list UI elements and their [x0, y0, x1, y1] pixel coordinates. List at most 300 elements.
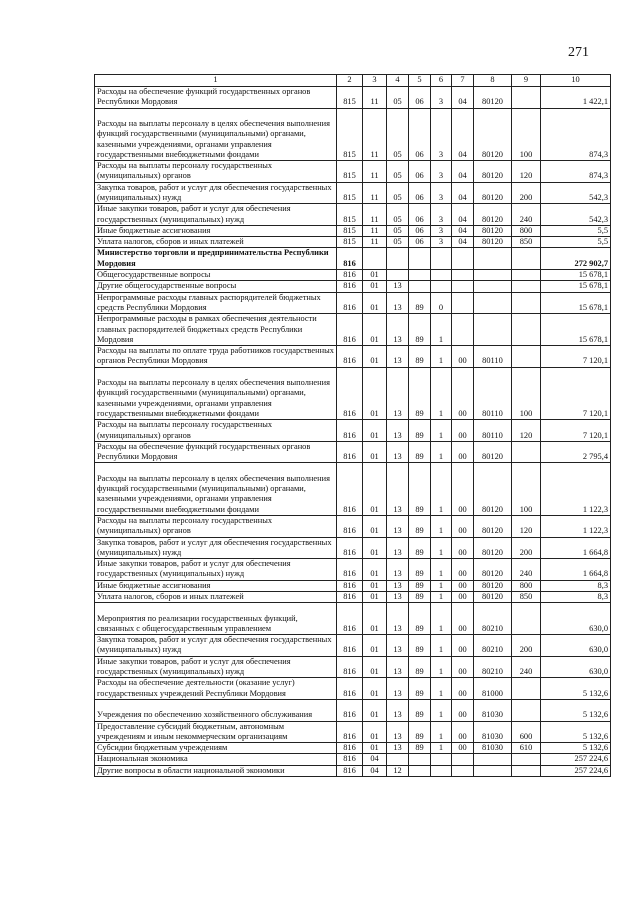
program-cell: 89	[409, 635, 431, 657]
direction-cell: 80110	[474, 346, 512, 368]
section-cell: 01	[363, 515, 387, 537]
table-row	[95, 515, 611, 537]
measure-cell: 00	[452, 699, 474, 721]
direction-cell: 80120	[474, 592, 512, 603]
table-row	[95, 237, 611, 248]
direction-cell: 80110	[474, 367, 512, 420]
amount-cell: 630,0	[541, 635, 611, 657]
program-cell: 89	[409, 314, 431, 346]
measure-cell	[452, 314, 474, 346]
column-header: 7	[452, 75, 474, 87]
ministry-code-cell: 816	[337, 765, 363, 776]
expense-type-cell: 100	[512, 463, 541, 516]
direction-cell	[474, 292, 512, 314]
measure-cell: 00	[452, 463, 474, 516]
measure-cell: 00	[452, 441, 474, 463]
ministry-code-cell: 816	[337, 678, 363, 700]
program-cell: 89	[409, 592, 431, 603]
ministry-code-cell: 816	[337, 721, 363, 743]
direction-cell: 81030	[474, 699, 512, 721]
measure-cell: 00	[452, 346, 474, 368]
row-name-cell: Закупка товаров, работ и услуг для обеспечения государственных (муниципальных) нужд	[95, 635, 337, 657]
table-row	[95, 765, 611, 776]
expense-type-cell	[512, 754, 541, 765]
amount-cell: 272 902,7	[541, 248, 611, 270]
measure-cell	[452, 281, 474, 292]
direction-cell: 80120	[474, 515, 512, 537]
ministry-code-cell: 816	[337, 463, 363, 516]
direction-cell: 81030	[474, 721, 512, 743]
ministry-code-cell: 816	[337, 559, 363, 581]
program-cell: 89	[409, 603, 431, 635]
row-name-cell: Расходы на выплаты персоналу в целях обеспечения выполнения функций государственными (муниципальными) органами, казенными учреждениями, органами управления государственными внебюджетными фондами	[95, 367, 337, 420]
expense-type-cell	[512, 699, 541, 721]
table-row	[95, 248, 611, 270]
budget-table	[94, 74, 611, 777]
amount-cell: 7 120,1	[541, 367, 611, 420]
amount-cell: 257 224,6	[541, 765, 611, 776]
subsection-cell: 13	[387, 420, 409, 442]
expense-type-cell: 200	[512, 537, 541, 559]
program-cell: 06	[409, 204, 431, 226]
section-cell: 01	[363, 314, 387, 346]
direction-cell	[474, 314, 512, 346]
subsection-cell: 13	[387, 699, 409, 721]
row-name-cell: Закупка товаров, работ и услуг для обеспечения государственных (муниципальных) нужд	[95, 537, 337, 559]
table-row	[95, 108, 611, 161]
table-row	[95, 463, 611, 516]
table-row	[95, 270, 611, 281]
amount-cell: 15 678,1	[541, 281, 611, 292]
program-cell: 06	[409, 182, 431, 204]
expense-type-cell: 240	[512, 559, 541, 581]
subsection-cell	[387, 754, 409, 765]
subsection-cell: 05	[387, 108, 409, 161]
section-cell: 01	[363, 699, 387, 721]
program-cell	[409, 281, 431, 292]
row-name-cell: Иные закупки товаров, работ и услуг для обеспечения государственных (муниципальных) нужд	[95, 656, 337, 678]
program-cell: 06	[409, 237, 431, 248]
amount-cell: 5,5	[541, 237, 611, 248]
ministry-code-cell: 815	[337, 204, 363, 226]
measure-cell: 00	[452, 367, 474, 420]
table-row	[95, 441, 611, 463]
section-cell: 11	[363, 108, 387, 161]
measure-cell: 00	[452, 721, 474, 743]
subprogram-cell: 1	[431, 603, 452, 635]
subsection-cell: 13	[387, 515, 409, 537]
expense-type-cell: 100	[512, 108, 541, 161]
program-cell: 06	[409, 87, 431, 109]
program-cell: 89	[409, 699, 431, 721]
program-cell: 89	[409, 537, 431, 559]
amount-cell: 1 664,8	[541, 537, 611, 559]
subsection-cell	[387, 248, 409, 270]
direction-cell: 80120	[474, 559, 512, 581]
direction-cell	[474, 248, 512, 270]
subprogram-cell: 3	[431, 108, 452, 161]
expense-type-cell	[512, 314, 541, 346]
row-name-cell: Учреждения по обеспечению хозяйственного обслуживания	[95, 699, 337, 721]
subsection-cell: 13	[387, 346, 409, 368]
ministry-code-cell: 816	[337, 281, 363, 292]
subprogram-cell	[431, 270, 452, 281]
direction-cell: 80120	[474, 108, 512, 161]
subprogram-cell: 1	[431, 743, 452, 754]
table-row	[95, 204, 611, 226]
table-row	[95, 656, 611, 678]
ministry-code-cell: 816	[337, 314, 363, 346]
subsection-cell: 05	[387, 237, 409, 248]
direction-cell: 80120	[474, 537, 512, 559]
program-cell: 89	[409, 743, 431, 754]
subprogram-cell	[431, 765, 452, 776]
measure-cell: 04	[452, 161, 474, 183]
expense-type-cell	[512, 270, 541, 281]
section-cell: 11	[363, 237, 387, 248]
direction-cell: 80120	[474, 580, 512, 591]
section-cell: 01	[363, 678, 387, 700]
amount-cell: 15 678,1	[541, 314, 611, 346]
ministry-code-cell: 816	[337, 656, 363, 678]
measure-cell: 00	[452, 678, 474, 700]
subsection-cell: 13	[387, 281, 409, 292]
row-name-cell: Непрограммные расходы главных распорядителей бюджетных средств Республики Мордовия	[95, 292, 337, 314]
subprogram-cell: 1	[431, 656, 452, 678]
measure-cell	[452, 754, 474, 765]
section-cell: 01	[363, 635, 387, 657]
expense-type-cell: 100	[512, 367, 541, 420]
program-cell	[409, 765, 431, 776]
table-row	[95, 314, 611, 346]
expense-type-cell: 850	[512, 592, 541, 603]
row-name-cell: Иные закупки товаров, работ и услуг для обеспечения государственных (муниципальных) нужд	[95, 204, 337, 226]
direction-cell: 80120	[474, 225, 512, 236]
expense-type-cell: 200	[512, 182, 541, 204]
amount-cell: 630,0	[541, 603, 611, 635]
subprogram-cell: 1	[431, 346, 452, 368]
subsection-cell	[387, 270, 409, 281]
expense-type-cell: 850	[512, 237, 541, 248]
amount-cell: 874,3	[541, 161, 611, 183]
measure-cell: 04	[452, 204, 474, 226]
subprogram-cell: 3	[431, 161, 452, 183]
program-cell: 89	[409, 678, 431, 700]
amount-cell: 15 678,1	[541, 292, 611, 314]
column-header: 9	[512, 75, 541, 87]
program-cell	[409, 248, 431, 270]
direction-cell: 80210	[474, 603, 512, 635]
row-name-cell: Мероприятия по реализации государственных функций, связанных с общегосударственным управлением	[95, 603, 337, 635]
section-cell: 11	[363, 161, 387, 183]
table-row	[95, 420, 611, 442]
expense-type-cell	[512, 678, 541, 700]
table-row	[95, 537, 611, 559]
row-name-cell: Расходы на обеспечение функций государственных органов Республики Мордовия	[95, 441, 337, 463]
measure-cell: 00	[452, 592, 474, 603]
direction-cell	[474, 754, 512, 765]
subprogram-cell	[431, 248, 452, 270]
direction-cell: 80120	[474, 237, 512, 248]
section-cell: 01	[363, 603, 387, 635]
subsection-cell: 13	[387, 603, 409, 635]
subprogram-cell: 1	[431, 580, 452, 591]
measure-cell	[452, 292, 474, 314]
section-cell: 04	[363, 754, 387, 765]
subprogram-cell	[431, 281, 452, 292]
section-cell: 01	[363, 281, 387, 292]
subsection-cell: 13	[387, 635, 409, 657]
ministry-code-cell: 816	[337, 367, 363, 420]
subsection-cell: 13	[387, 559, 409, 581]
subsection-cell: 13	[387, 367, 409, 420]
section-cell: 01	[363, 559, 387, 581]
row-name-cell: Расходы на выплаты персоналу в целях обеспечения выполнения функций государственными (муниципальными) органами, казенными учреждениями, органами управления государственными внебюджетными фондами	[95, 108, 337, 161]
direction-cell: 80120	[474, 204, 512, 226]
expense-type-cell	[512, 765, 541, 776]
subprogram-cell: 3	[431, 182, 452, 204]
subprogram-cell: 1	[431, 721, 452, 743]
row-name-cell: Предоставление субсидий бюджетным, автономным учреждениям и иным некоммерческим организациям	[95, 721, 337, 743]
amount-cell: 5 132,6	[541, 721, 611, 743]
subprogram-cell: 0	[431, 292, 452, 314]
program-cell: 89	[409, 367, 431, 420]
section-cell: 04	[363, 765, 387, 776]
table-header-row	[95, 75, 611, 87]
program-cell: 89	[409, 441, 431, 463]
subsection-cell: 12	[387, 765, 409, 776]
page-number: 271	[568, 45, 589, 60]
expense-type-cell	[512, 441, 541, 463]
column-header: 5	[409, 75, 431, 87]
direction-cell: 81000	[474, 678, 512, 700]
subsection-cell: 05	[387, 87, 409, 109]
subsection-cell: 13	[387, 743, 409, 754]
expense-type-cell: 120	[512, 515, 541, 537]
table-row	[95, 281, 611, 292]
subprogram-cell: 3	[431, 87, 452, 109]
measure-cell	[452, 765, 474, 776]
ministry-code-cell: 816	[337, 441, 363, 463]
expense-type-cell	[512, 292, 541, 314]
subprogram-cell: 1	[431, 515, 452, 537]
row-name-cell: Другие вопросы в области национальной экономики	[95, 765, 337, 776]
column-header: 4	[387, 75, 409, 87]
subsection-cell: 13	[387, 678, 409, 700]
row-name-cell: Другие общегосударственные вопросы	[95, 281, 337, 292]
ministry-code-cell: 816	[337, 592, 363, 603]
row-name-cell: Иные закупки товаров, работ и услуг для обеспечения государственных (муниципальных) нужд	[95, 559, 337, 581]
program-cell: 89	[409, 292, 431, 314]
column-header: 1	[95, 75, 337, 87]
ministry-code-cell: 815	[337, 225, 363, 236]
subprogram-cell: 1	[431, 678, 452, 700]
row-name-cell: Национальная экономика	[95, 754, 337, 765]
table-row	[95, 87, 611, 109]
table-row	[95, 603, 611, 635]
subprogram-cell: 1	[431, 441, 452, 463]
subsection-cell: 13	[387, 721, 409, 743]
amount-cell: 257 224,6	[541, 754, 611, 765]
subprogram-cell: 1	[431, 463, 452, 516]
table-row	[95, 754, 611, 765]
ministry-code-cell: 816	[337, 346, 363, 368]
subprogram-cell: 1	[431, 699, 452, 721]
direction-cell: 80120	[474, 441, 512, 463]
direction-cell: 80120	[474, 463, 512, 516]
amount-cell: 630,0	[541, 656, 611, 678]
measure-cell: 04	[452, 87, 474, 109]
amount-cell: 874,3	[541, 108, 611, 161]
measure-cell: 00	[452, 537, 474, 559]
subsection-cell: 13	[387, 592, 409, 603]
subsection-cell: 13	[387, 441, 409, 463]
direction-cell	[474, 765, 512, 776]
subprogram-cell: 1	[431, 635, 452, 657]
subprogram-cell: 1	[431, 592, 452, 603]
expense-type-cell	[512, 281, 541, 292]
amount-cell: 5 132,6	[541, 699, 611, 721]
amount-cell: 7 120,1	[541, 346, 611, 368]
ministry-code-cell: 816	[337, 515, 363, 537]
section-cell: 01	[363, 292, 387, 314]
row-name-cell: Уплата налогов, сборов и иных платежей	[95, 237, 337, 248]
program-cell: 89	[409, 420, 431, 442]
subsection-cell: 13	[387, 580, 409, 591]
program-cell	[409, 754, 431, 765]
subprogram-cell: 1	[431, 367, 452, 420]
section-cell: 01	[363, 367, 387, 420]
row-name-cell: Расходы на выплаты персоналу государственных (муниципальных) органов	[95, 161, 337, 183]
section-cell: 01	[363, 270, 387, 281]
ministry-code-cell: 816	[337, 248, 363, 270]
row-name-cell: Расходы на обеспечение деятельности (оказание услуг) государственных учреждений Республики Мордовия	[95, 678, 337, 700]
program-cell: 06	[409, 108, 431, 161]
amount-cell: 8,3	[541, 580, 611, 591]
amount-cell: 5 132,6	[541, 678, 611, 700]
column-header: 6	[431, 75, 452, 87]
ministry-code-cell: 816	[337, 292, 363, 314]
expense-type-cell	[512, 603, 541, 635]
row-name-cell: Уплата налогов, сборов и иных платежей	[95, 592, 337, 603]
direction-cell	[474, 270, 512, 281]
row-name-cell: Министерство торговли и предпринимательства Республики Мордовия	[95, 248, 337, 270]
table-row	[95, 592, 611, 603]
section-cell: 11	[363, 182, 387, 204]
direction-cell: 80120	[474, 161, 512, 183]
expense-type-cell: 120	[512, 420, 541, 442]
subprogram-cell: 3	[431, 225, 452, 236]
row-name-cell: Расходы на выплаты персоналу государственных (муниципальных) органов	[95, 515, 337, 537]
subsection-cell: 13	[387, 537, 409, 559]
subsection-cell: 13	[387, 292, 409, 314]
table-row	[95, 699, 611, 721]
section-cell: 01	[363, 441, 387, 463]
row-name-cell: Расходы на выплаты по оплате труда работников государственных органов Республики Мордовия	[95, 346, 337, 368]
ministry-code-cell: 816	[337, 270, 363, 281]
section-cell: 01	[363, 537, 387, 559]
section-cell: 01	[363, 580, 387, 591]
direction-cell: 80120	[474, 182, 512, 204]
subprogram-cell: 3	[431, 237, 452, 248]
ministry-code-cell: 815	[337, 108, 363, 161]
expense-type-cell	[512, 87, 541, 109]
row-name-cell: Субсидии бюджетным учреждениям	[95, 743, 337, 754]
expense-type-cell: 600	[512, 721, 541, 743]
direction-cell: 80210	[474, 635, 512, 657]
program-cell: 89	[409, 559, 431, 581]
measure-cell	[452, 248, 474, 270]
direction-cell: 80120	[474, 87, 512, 109]
measure-cell: 04	[452, 108, 474, 161]
section-cell: 01	[363, 463, 387, 516]
subprogram-cell: 1	[431, 559, 452, 581]
section-cell: 01	[363, 721, 387, 743]
table-row	[95, 161, 611, 183]
subprogram-cell: 1	[431, 314, 452, 346]
subsection-cell: 05	[387, 161, 409, 183]
section-cell: 11	[363, 225, 387, 236]
row-name-cell: Расходы на обеспечение функций государственных органов Республики Мордовия	[95, 87, 337, 109]
subprogram-cell: 3	[431, 204, 452, 226]
section-cell: 01	[363, 592, 387, 603]
amount-cell: 542,3	[541, 182, 611, 204]
program-cell: 06	[409, 161, 431, 183]
expense-type-cell: 120	[512, 161, 541, 183]
amount-cell: 8,3	[541, 592, 611, 603]
expense-type-cell: 240	[512, 656, 541, 678]
table-row	[95, 182, 611, 204]
amount-cell: 7 120,1	[541, 420, 611, 442]
row-name-cell: Закупка товаров, работ и услуг для обеспечения государственных (муниципальных) нужд	[95, 182, 337, 204]
section-cell: 01	[363, 346, 387, 368]
section-cell: 01	[363, 656, 387, 678]
measure-cell: 00	[452, 580, 474, 591]
ministry-code-cell: 815	[337, 161, 363, 183]
expense-type-cell: 800	[512, 580, 541, 591]
row-name-cell: Иные бюджетные ассигнования	[95, 580, 337, 591]
expense-type-cell	[512, 248, 541, 270]
measure-cell: 00	[452, 603, 474, 635]
program-cell: 89	[409, 515, 431, 537]
program-cell: 89	[409, 580, 431, 591]
ministry-code-cell: 816	[337, 635, 363, 657]
amount-cell: 1 664,8	[541, 559, 611, 581]
ministry-code-cell: 816	[337, 699, 363, 721]
table-row	[95, 678, 611, 700]
ministry-code-cell: 816	[337, 754, 363, 765]
row-name-cell: Расходы на выплаты персоналу государственных (муниципальных) органов	[95, 420, 337, 442]
table-body	[95, 87, 611, 777]
amount-cell: 1 122,3	[541, 463, 611, 516]
program-cell: 89	[409, 721, 431, 743]
direction-cell: 80110	[474, 420, 512, 442]
measure-cell	[452, 270, 474, 281]
section-cell: 01	[363, 420, 387, 442]
measure-cell: 00	[452, 743, 474, 754]
table-row	[95, 559, 611, 581]
section-cell: 01	[363, 743, 387, 754]
table-row	[95, 721, 611, 743]
table-row	[95, 580, 611, 591]
program-cell: 89	[409, 346, 431, 368]
subsection-cell: 05	[387, 204, 409, 226]
subsection-cell: 05	[387, 182, 409, 204]
amount-cell: 542,3	[541, 204, 611, 226]
expense-type-cell: 800	[512, 225, 541, 236]
subprogram-cell: 1	[431, 537, 452, 559]
column-header: 10	[541, 75, 611, 87]
